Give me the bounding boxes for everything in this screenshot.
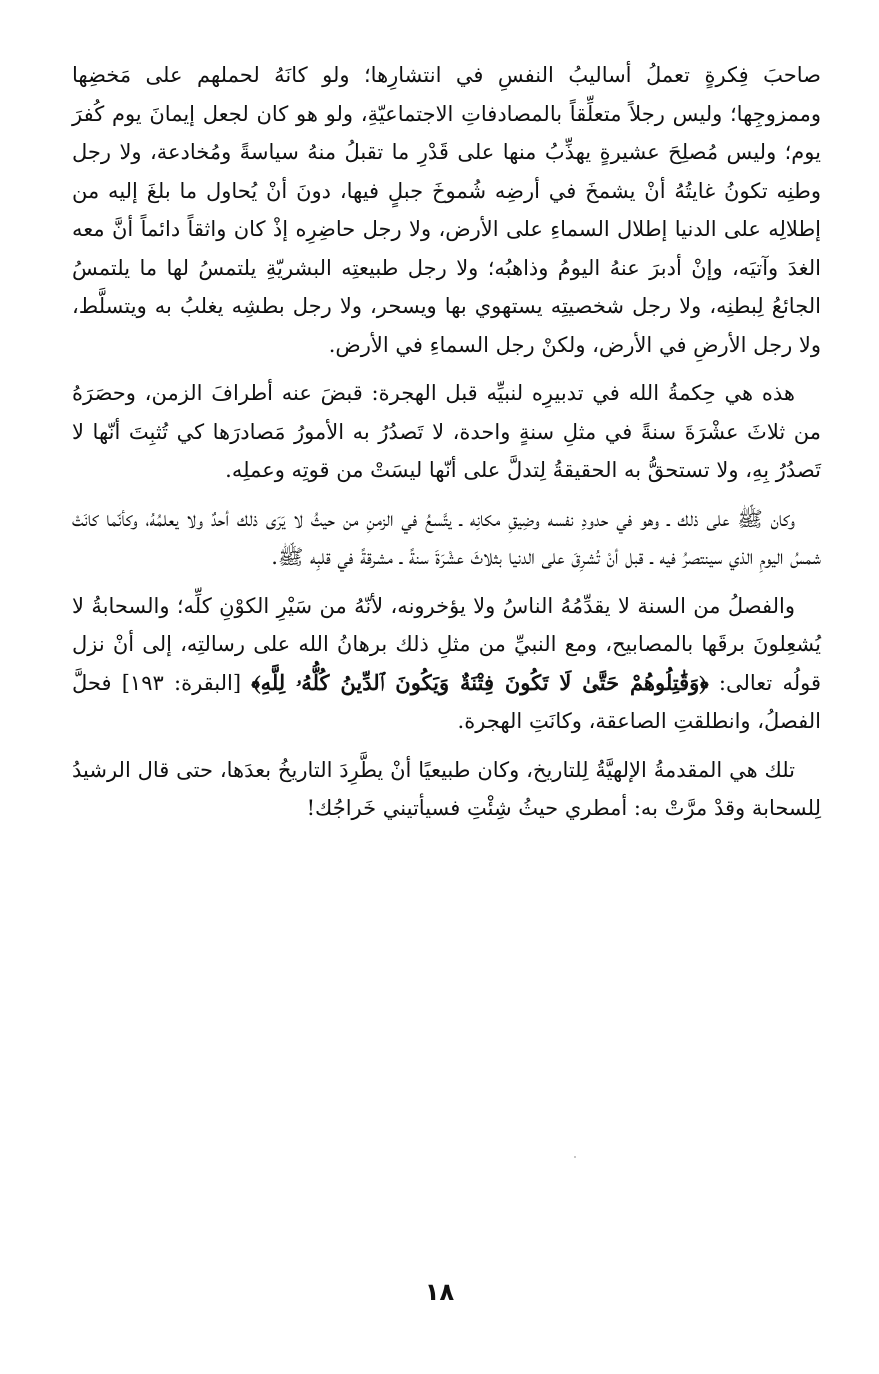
scan-speck [574, 1156, 576, 1158]
paragraph-4 [72, 587, 821, 741]
paragraph-4-outro: [البقرة: ١٩٣] فحلَّ الفصلُ، وانطلقتِ الصاعقة، وكانَتِ الهجرة. [72, 670, 821, 733]
paragraph-3: وكان ﷺ على ذلك ـ وهو في حدودِ نفسه وضِيقِ مكانِه ـ يتَّسعُ في الزمنِ من حيثُ لا يَرَى ذلك أحدٌ ولا يعلمُهُ، وكأنّما كانَتْ شمسُ اليومِ الذي سينتصرُ فيه ـ قبل أنْ تُشرِقَ على الدنيا بثلاثَ عشْرَةَ سنةً ـ مشرقةً في قلبِه ﷺ. [72, 506, 821, 569]
quran-verse: ﴿وَقَٰتِلُوهُمْ حَتَّىٰ لَا تَكُونَ فِتْنَةٌ وَيَكُونَ ٱلدِّينُ كُلُّهُۥ لِلَّهِ﴾ [251, 669, 709, 695]
page-number: ١٨ [424, 1278, 455, 1306]
paragraph-2: هذه هي حِكمةُ الله في تدبيرِه لنبيِّه قبل الهجرة: قبضَ عنه أطرافَ الزمن، وحصَرَهُ من ثلاثَ عشْرَةَ سنةً في مثلِ سنةٍ واحدة، لا تَصدُرُ به الأمورُ مَصادرَها كي تُثبِتَ أنّها لا تَصدُرُ بِهِ، ولا تستحقُّ به الحقيقةُ لِتدلَّ على أنّها ليسَتْ من قوتِه وعملِه. [72, 381, 821, 482]
page-body [72, 56, 821, 838]
paragraph-1: صاحبَ فِكرةٍ تعملُ أساليبُ النفسِ في انتشارِها؛ ولو كانَهُ لحملهم على مَخضِها وممزوجِها؛ وليس رجلاً متعلِّقاً بالمصادفاتِ الاجتماعيّةِ، ولو هو كان لجعل إيمانَ يوم كُفرَ يوم؛ وليس مُصلِحَ عشيرةٍ يهذِّبُ منها على قَدْرِ ما تقبلُ منهُ سياسةً ومُخادعة، ولا رجل وطنِه تكونُ غايتُهُ أنْ يشمخَ في أرضِه شُموخَ جبلٍ فيها، دونَ أنْ يُحاول ما بلغَ إليه من إطلالِه على الدنيا إطلال السماءِ على الأرض، ولا رجل حاضِرِه إذْ كان واثقاً دائماً أنَّ معه الغدَ وآتيَه، وإنْ أدبرَ عنهُ اليومُ وذاهبُه؛ ولا رجل طبيعتِه البشريّةِ يلتمسُ لها ما يلتمسُ الجائعُ لِبطنِه، ولا رجل شخصيتِه يستهوي بها ويسحر، ولا رجل بطشِه يغلبُ به ويتسلَّط، ولا رجل الأرضِ في الأرض، ولكنْ رجل السماءِ في الأرض. [72, 63, 821, 357]
paragraph-4-intro: والفصلُ من السنة لا يقدِّمُهُ الناسُ ولا يؤخرونه، لأنّهُ من سَيْرِ الكوْنِ كلِّه؛ والسحابةُ لا يُشعِلونَ برقَها بالمصابيح، ومع النبيِّ من مثلِ ذلك برهانُ الله على رسالتِه، إلى أنْ نزل قولُه تعالى: [72, 593, 821, 695]
paragraph-5: تلك هي المقدمةُ الإلهيَّةُ لِلتاريخ، وكان طبيعيًا أنْ يطَّرِدَ التاريخُ بعدَها، حتى قال الرشيدُ لِلسحابة وقدْ مرَّتْ به: أمطري حيثُ شِئْتِ فسيأتيني خَراجُك! [72, 757, 821, 820]
